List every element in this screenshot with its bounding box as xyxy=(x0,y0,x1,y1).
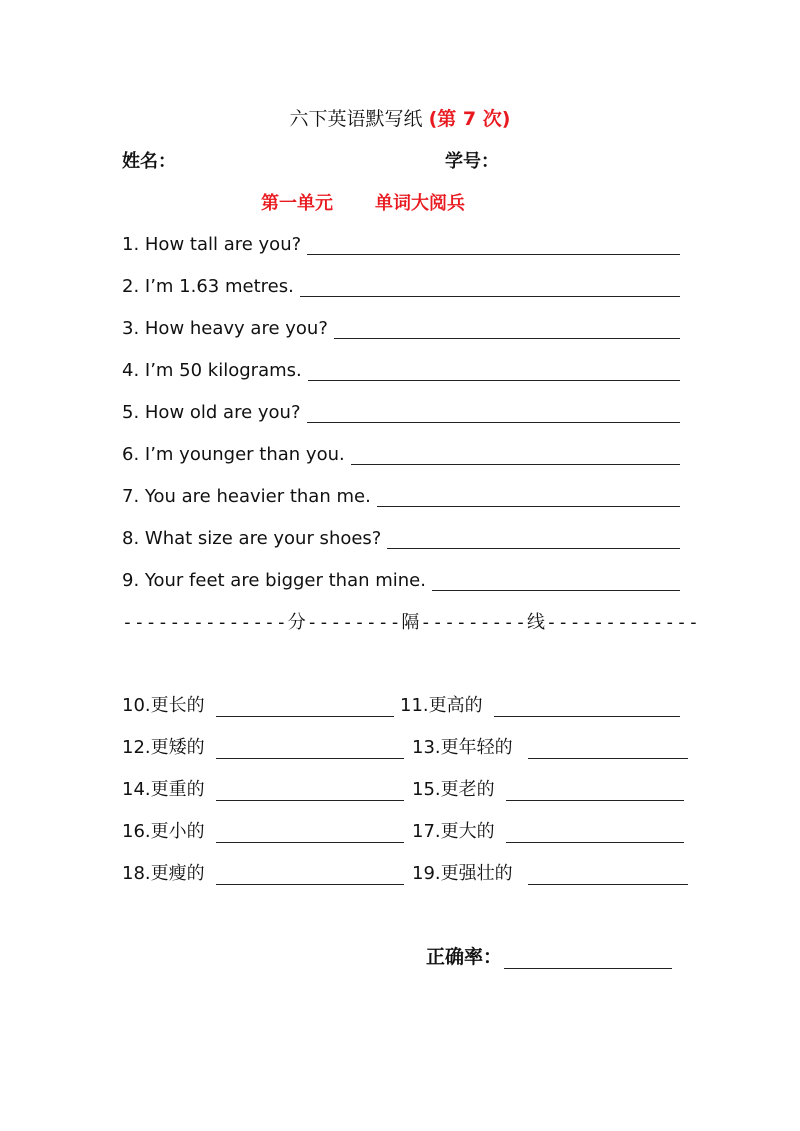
sentence-row xyxy=(122,355,680,381)
answer-blank[interactable] xyxy=(216,866,404,885)
sentence-text: 1. How tall are you? xyxy=(122,234,302,255)
word-item xyxy=(122,817,404,843)
word-prompt: 17.更大的 xyxy=(412,821,495,842)
answer-blank[interactable] xyxy=(216,740,404,759)
answer-blank[interactable] xyxy=(506,782,684,801)
word-row xyxy=(122,733,680,759)
sentence-row xyxy=(122,523,680,549)
accuracy-row xyxy=(426,942,672,969)
section-label: 单词大阅兵 xyxy=(375,193,465,214)
accuracy-blank[interactable] xyxy=(504,948,672,969)
title-session: (第 7 次) xyxy=(428,108,511,130)
sentence-text: 7. You are heavier than me. xyxy=(122,486,371,507)
worksheet-title xyxy=(0,104,800,131)
word-prompt: 11.更高的 xyxy=(400,695,483,716)
sentence-row xyxy=(122,481,680,507)
unit-heading xyxy=(261,189,465,215)
sentence-row xyxy=(122,229,680,255)
sentence-row xyxy=(122,271,680,297)
word-item xyxy=(412,817,684,843)
word-item xyxy=(122,859,404,885)
word-item xyxy=(122,775,404,801)
answer-blank[interactable] xyxy=(528,740,688,759)
answer-blank[interactable] xyxy=(216,824,404,843)
word-item xyxy=(122,691,394,717)
word-prompt: 19.更强壮的 xyxy=(412,863,513,884)
answer-blank[interactable] xyxy=(307,404,680,423)
answer-blank[interactable] xyxy=(528,866,688,885)
answer-blank[interactable] xyxy=(216,782,404,801)
word-prompt: 16.更小的 xyxy=(122,821,205,842)
word-row xyxy=(122,775,680,801)
sentence-text: 9. Your feet are bigger than mine. xyxy=(122,570,426,591)
sentence-text: 4. I’m 50 kilograms. xyxy=(122,360,302,381)
answer-blank[interactable] xyxy=(432,572,680,591)
word-item xyxy=(412,733,688,759)
answer-blank[interactable] xyxy=(377,488,680,507)
student-id-label: 学号： xyxy=(445,151,499,172)
sentence-row xyxy=(122,439,680,465)
sentence-row xyxy=(122,565,680,591)
word-item xyxy=(122,733,404,759)
answer-blank[interactable] xyxy=(494,698,680,717)
word-prompt: 18.更瘦的 xyxy=(122,863,205,884)
answer-blank[interactable] xyxy=(506,824,684,843)
word-item xyxy=(400,691,680,717)
word-prompt: 10.更长的 xyxy=(122,695,205,716)
answer-blank[interactable] xyxy=(387,530,680,549)
word-prompt: 15.更老的 xyxy=(412,779,495,800)
cut-line-divider: --------------分--------隔---------线------------- xyxy=(122,612,700,633)
title-main: 六下英语默写纸 xyxy=(289,108,423,130)
word-item xyxy=(412,859,688,885)
name-label: 姓名： xyxy=(122,151,176,172)
answer-blank[interactable] xyxy=(216,698,394,717)
word-prompt: 13.更年轻的 xyxy=(412,737,513,758)
word-prompt: 14.更重的 xyxy=(122,779,205,800)
unit-label: 第一单元 xyxy=(261,193,333,214)
answer-blank[interactable] xyxy=(307,236,680,255)
answer-blank[interactable] xyxy=(300,278,680,297)
word-row xyxy=(122,817,680,843)
answer-blank[interactable] xyxy=(351,446,680,465)
word-row xyxy=(122,691,680,717)
answer-blank[interactable] xyxy=(334,320,680,339)
accuracy-label: 正确率： xyxy=(426,946,503,968)
answer-blank[interactable] xyxy=(308,362,680,381)
sentence-text: 2. I’m 1.63 metres. xyxy=(122,276,294,297)
word-row xyxy=(122,859,680,885)
sentence-row xyxy=(122,313,680,339)
sentence-row xyxy=(122,397,680,423)
sentence-text: 3. How heavy are you? xyxy=(122,318,328,339)
sentence-text: 5. How old are you? xyxy=(122,402,301,423)
sentence-text: 8. What size are your shoes? xyxy=(122,528,382,549)
word-prompt: 12.更矮的 xyxy=(122,737,205,758)
sentence-text: 6. I’m younger than you. xyxy=(122,444,345,465)
word-item xyxy=(412,775,684,801)
